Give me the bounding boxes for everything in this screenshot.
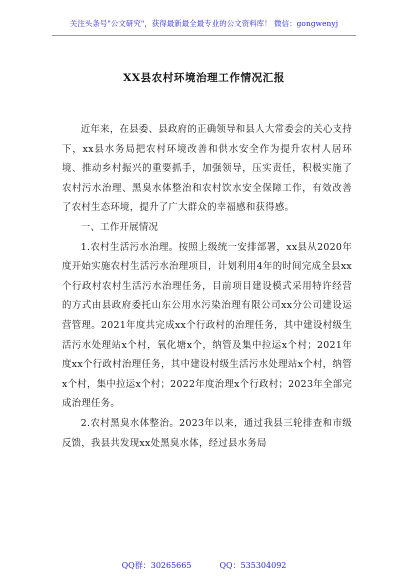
footer-qq-group: QQ群：30265665	[121, 561, 192, 570]
footer-qq-contact: QQ：535304092	[219, 561, 287, 570]
section-heading: 一、工作开展情况	[80, 221, 159, 233]
document-body	[62, 120, 352, 453]
item-1-paragraph: 1.农村生活污水治理。按照上级统一安排部署，xx县从2020年度开始实施农村生活污水治理项目，计划利用4年的时间完成全县xx个行政村农村生活污水治理任务，目前项目建设模式采用特许经营的方式由县政府委托山东公用水污染治理有限公司xx分公司建设运营管理。2021年度共完成xx个行政村的治理任务，其中建设村级生活污水处理站x个村，氧化塘x个，纳管及集中拉运x个村；2021年度xx个行政村治理任务，其中建设村级生活污水处理站x个村，纳管x个村，集中拉运x个村；2022年度治理x个行政村；2023年全部完成治理任务。	[62, 241, 352, 410]
document-title: XX县农村环境治理工作情况汇报	[123, 72, 285, 84]
item-2-paragraph: 2.农村黑臭水体整治。2023年以来，通过我县三轮排查和市级反馈，我县共发现xx处黑臭水体，经过县水务局	[62, 417, 352, 449]
header-banner: 关注头条号"公文研究"，获得最新最全最专业的公文资料库！ 微信：gongwenyj	[69, 19, 339, 28]
header-divider	[52, 35, 356, 36]
footer	[0, 560, 408, 571]
intro-paragraph: 近年来，在县委、县政府的正确领导和县人大常委会的关心支持下，xx县水务局把农村环境改善和供水安全作为提升农村人居环境、推动乡村振兴的重要抓手，加强领导，压实责任，积极实施了农村污水治理、黑臭水体整治和农村饮水安全保障工作，有效改善了农村生态环境，提升了广大群众的幸福感和获得感。	[62, 124, 352, 214]
